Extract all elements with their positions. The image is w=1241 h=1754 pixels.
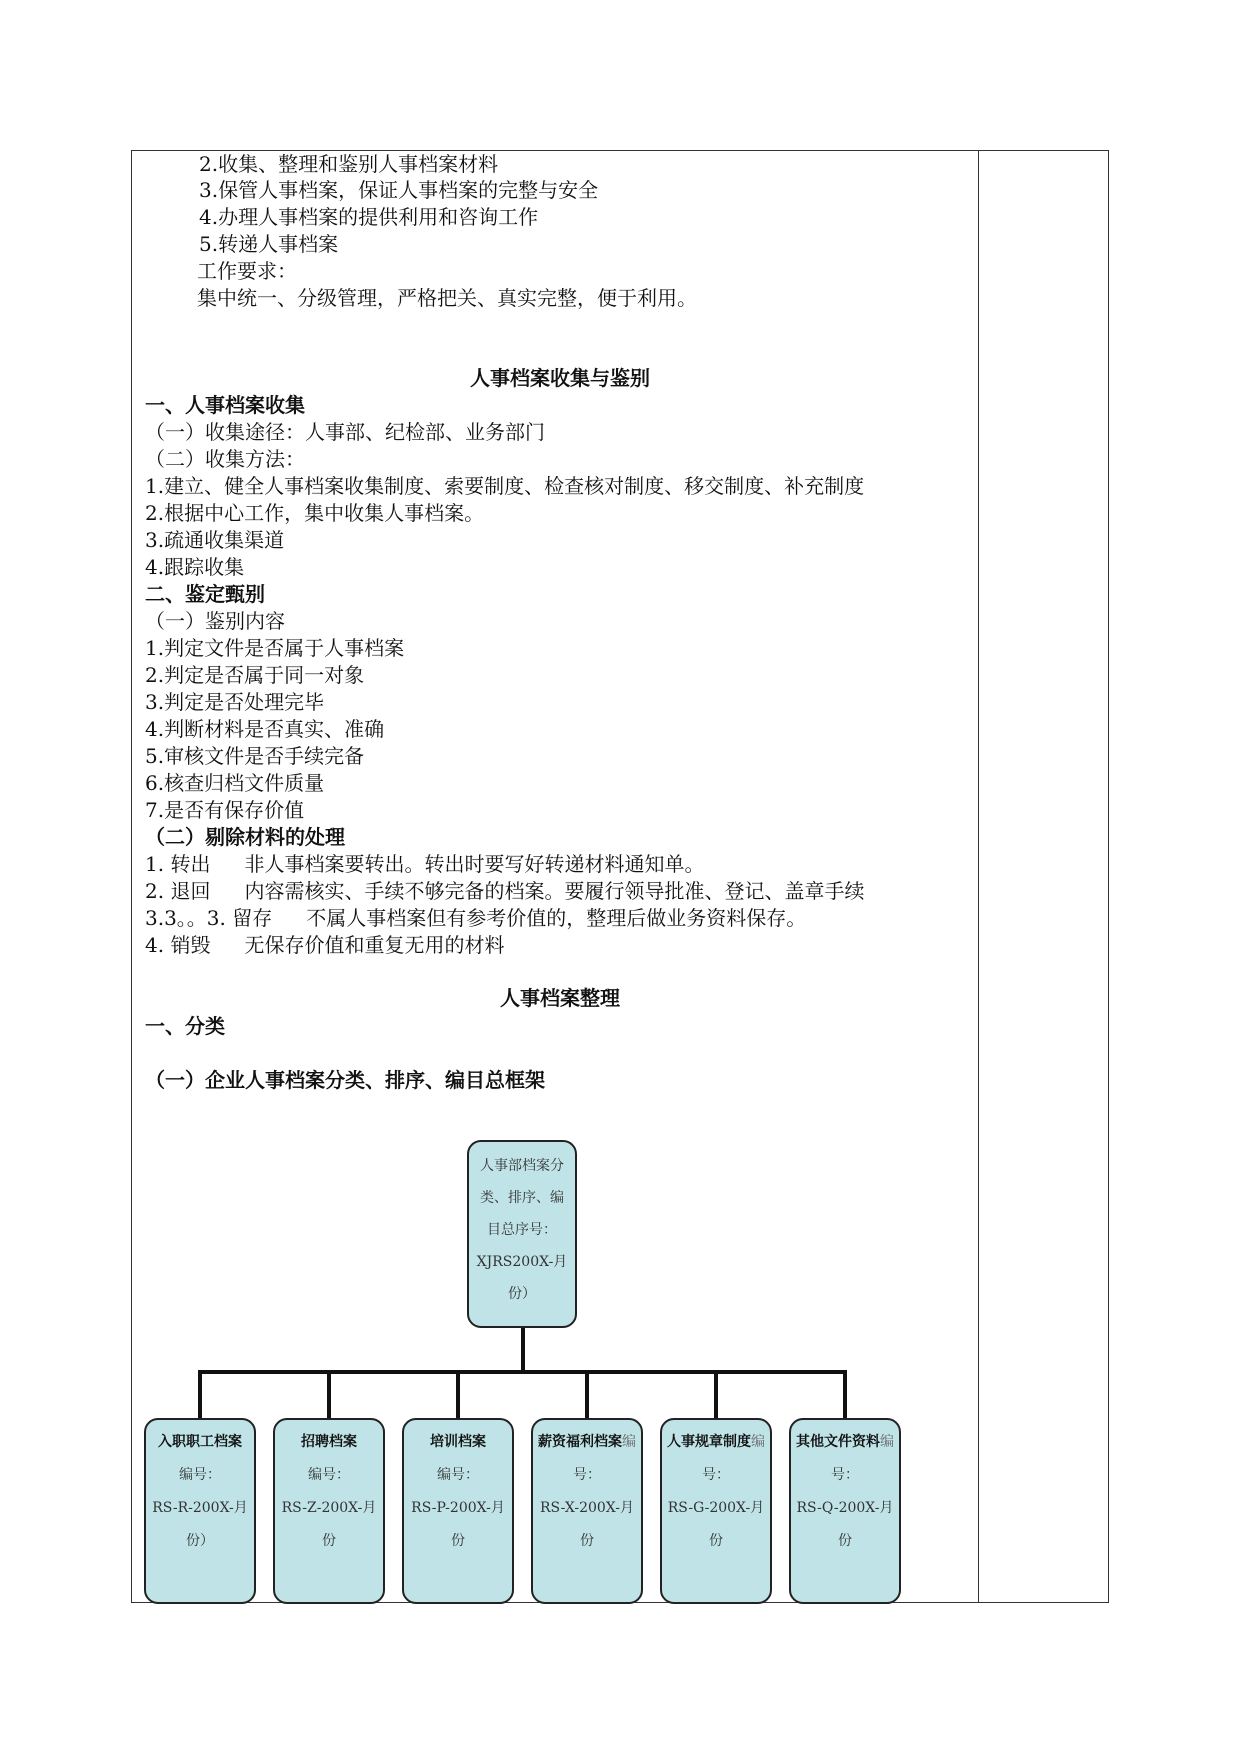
org-node-other-docs: [789, 1418, 901, 1604]
disposal-item: [145, 850, 704, 878]
connector-drop: [843, 1370, 847, 1418]
disposal-label: 1. 转出: [145, 852, 211, 876]
intro-item: 5.转递人事档案: [199, 232, 339, 256]
node-line: RS-P-200X-月: [411, 1500, 505, 1516]
check-item: 1.判定文件是否属于人事档案: [145, 636, 405, 660]
check-item: 7.是否有保存价值: [145, 798, 305, 822]
node-line: 号：: [831, 1467, 859, 1483]
disposal-text: 无保存价值和重复无用的材料: [244, 933, 505, 957]
org-node-onboarding: [144, 1418, 256, 1604]
node-line: 编号：: [437, 1467, 479, 1483]
node-line: 份: [580, 1533, 594, 1549]
work-requirements-text: 集中统一、分级管理，严格把关、真实完整，便于利用。: [197, 286, 697, 310]
disposal-item: [145, 877, 864, 905]
node-title-tail: 编: [880, 1434, 894, 1450]
intro-item: 2.收集、整理和鉴别人事档案材料: [199, 152, 499, 176]
org-root-node: [467, 1140, 577, 1328]
section-title-collection: 人事档案收集与鉴别: [470, 366, 650, 390]
check-item: 2.判定是否属于同一对象: [145, 663, 365, 687]
org-chart: [131, 1140, 978, 1603]
connector-drop: [456, 1370, 460, 1418]
framework-heading: （一）企业人事档案分类、排序、编目总框架: [145, 1068, 545, 1092]
appraisal-content-label: （一）鉴别内容: [145, 609, 285, 633]
root-line: 目总序号：: [487, 1222, 557, 1238]
node-title: 入职职工档案: [158, 1434, 242, 1450]
disposal-text: 不属人事档案但有参考价值的，整理后做业务资料保存。: [306, 906, 807, 930]
work-requirements-label: 工作要求：: [197, 259, 297, 283]
node-line: RS-G-200X-月: [667, 1500, 765, 1516]
org-node-training: [402, 1418, 514, 1604]
node-line: 份: [838, 1533, 852, 1549]
node-line: RS-X-200X-月: [540, 1500, 634, 1516]
intro-item: 3.保管人事档案，保证人事档案的完整与安全: [199, 178, 599, 202]
org-node-compensation: [531, 1418, 643, 1604]
disposal-item: [145, 931, 504, 959]
check-item: 4.判断材料是否真实、准确: [145, 717, 385, 741]
heading-appraisal: 二、鉴定甄别: [145, 582, 265, 606]
disposal-text: 非人事档案要转出。转出时要写好转递材料通知单。: [244, 852, 705, 876]
node-title: 培训档案: [430, 1434, 486, 1450]
method-item: 3.疏通收集渠道: [145, 528, 285, 552]
collection-channels: （一）收集途径：人事部、纪检部、业务部门: [145, 420, 545, 444]
root-line: 份）: [508, 1286, 536, 1302]
intro-item: 4.办理人事档案的提供利用和咨询工作: [199, 205, 539, 229]
node-line: 份）: [186, 1533, 214, 1549]
method-item: 2.根据中心工作，集中收集人事档案。: [145, 501, 485, 525]
disposal-item: [145, 904, 806, 932]
root-line: XJRS200X-月: [476, 1254, 568, 1270]
method-item: 1.建立、健全人事档案收集制度、索要制度、检查核对制度、移交制度、补充制度: [145, 474, 865, 498]
node-line: RS-R-200X-月: [152, 1500, 248, 1516]
disposal-label: 3.3。。3. 留存: [145, 906, 273, 930]
node-line: 号：: [573, 1467, 601, 1483]
node-title-tail: 编: [622, 1434, 636, 1450]
check-item: 5.审核文件是否手续完备: [145, 744, 365, 768]
disposal-text: 内容需核实、手续不够完备的档案。要履行领导批准、登记、盖章手续: [244, 879, 865, 903]
root-line: 类、排序、编: [480, 1190, 564, 1206]
check-item: 3.判定是否处理完毕: [145, 690, 325, 714]
check-item: 6.核查归档文件质量: [145, 771, 325, 795]
heading-disposal: （二）剔除材料的处理: [145, 825, 345, 849]
node-title: 其他文件资料: [796, 1434, 880, 1450]
disposal-label: 2. 退回: [145, 879, 211, 903]
org-node-regulations: [660, 1418, 772, 1604]
node-line: 份: [451, 1533, 465, 1549]
connector-drop: [585, 1370, 589, 1418]
node-line: 编号：: [179, 1467, 221, 1483]
method-item: 4.跟踪收集: [145, 555, 245, 579]
node-line: 份: [322, 1533, 336, 1549]
connector-drop: [198, 1370, 202, 1418]
node-title: 招聘档案: [301, 1434, 357, 1450]
connector-trunk: [521, 1328, 525, 1372]
connector-drop: [327, 1370, 331, 1418]
root-line: 人事部档案分: [480, 1158, 564, 1174]
node-title-tail: 编: [751, 1434, 765, 1450]
heading-classification: 一、分类: [145, 1014, 225, 1038]
node-line: RS-Q-200X-月: [796, 1500, 894, 1516]
node-line: 份: [709, 1533, 723, 1549]
table-column-divider: [978, 150, 979, 1603]
disposal-label: 4. 销毁: [145, 933, 211, 957]
connector-bar: [198, 1370, 846, 1374]
heading-collection: 一、人事档案收集: [145, 393, 305, 417]
collection-methods-label: （二）收集方法：: [145, 447, 305, 471]
connector-drop: [714, 1370, 718, 1418]
node-line: RS-Z-200X-月: [281, 1500, 377, 1516]
node-title: 薪资福利档案: [538, 1434, 622, 1450]
node-line: 编号：: [308, 1467, 350, 1483]
node-title: 人事规章制度: [667, 1434, 751, 1450]
section-title-organizing: 人事档案整理: [500, 986, 620, 1010]
org-node-recruitment: [273, 1418, 385, 1604]
node-line: 号：: [702, 1467, 730, 1483]
